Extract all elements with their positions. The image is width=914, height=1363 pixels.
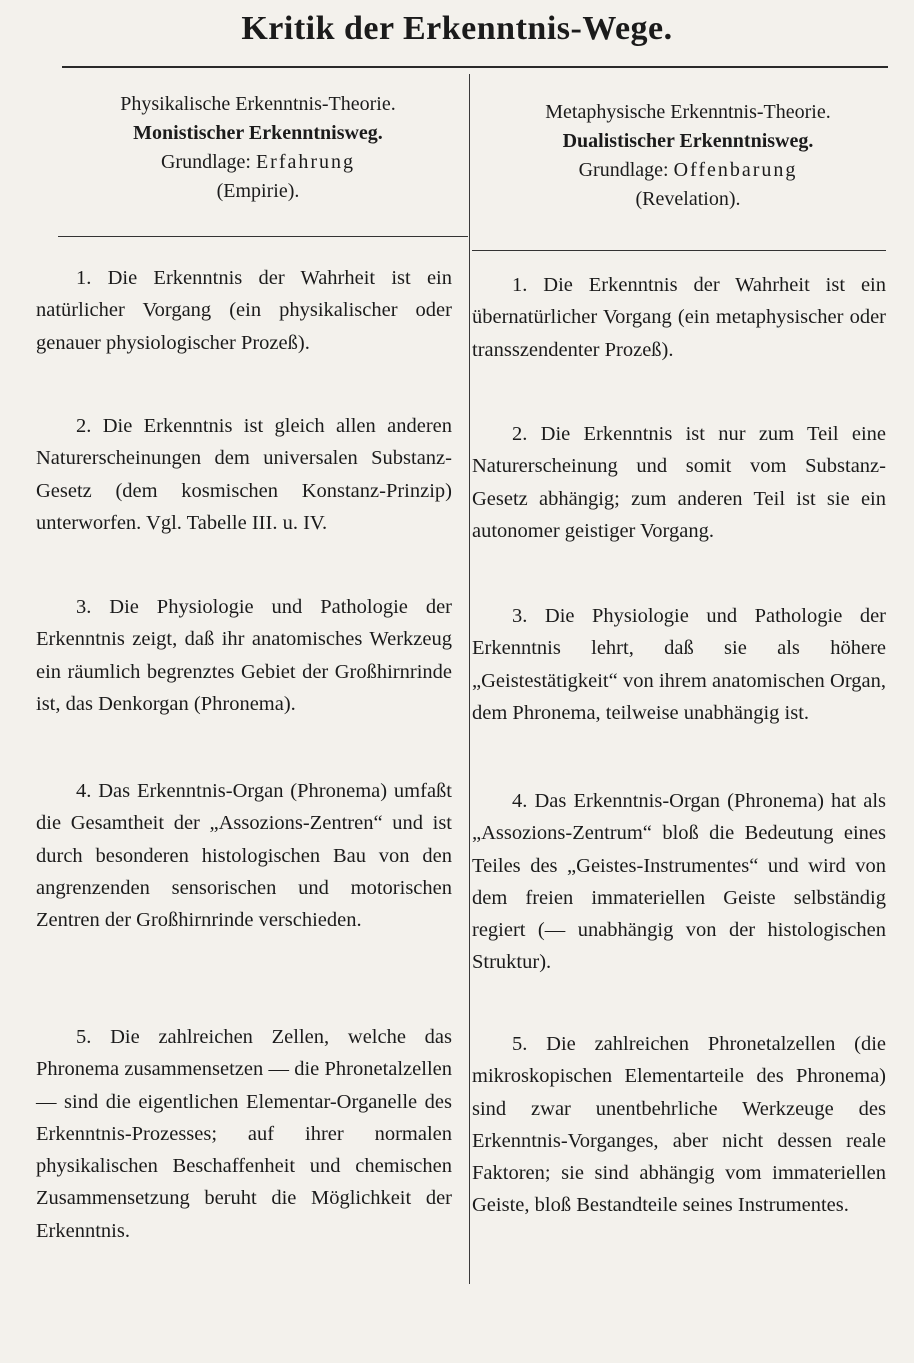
- right-basis-value: Offenbarung: [673, 159, 798, 181]
- left-item-2: [36, 410, 452, 539]
- left-header-rule: [58, 236, 468, 237]
- right-header-rule: [472, 250, 886, 251]
- right-column-header: [480, 98, 896, 214]
- right-item-1-text: 1. Die Erkenntnis der Wahrheit ist ein übernatürlicher Vorgang (ein metaphysischer oder transszendenter Prozeß).: [472, 274, 886, 361]
- left-item-1: [36, 262, 452, 359]
- left-item-4-text: 4. Das Erkenntnis-Organ (Phronema) umfaßt die Gesamtheit der „Assozions-Zentren“ und ist durch besonderen histologischen Bau von den angrenzenden sensorischen und motorischen Zentren der Großhirnrinde verschieden.: [36, 780, 452, 932]
- right-basis-note: (Revelation).: [635, 188, 741, 210]
- left-basis: [58, 148, 458, 177]
- right-basis: [480, 156, 896, 185]
- column-divider: [469, 74, 470, 1284]
- right-item-3: [472, 600, 886, 729]
- top-rule: [62, 66, 888, 68]
- left-item-5: [36, 1021, 452, 1247]
- right-item-1: [472, 269, 886, 366]
- right-basis-label: Grundlage:: [578, 159, 669, 181]
- right-item-5-text: 5. Die zahlreichen Phronetalzellen (die mikroskopischen Elementarteile des Phronema) sind zwar unentbehrliche Werkzeuge des Erkenntnis-Vorganges, aber nicht dessen reale Faktoren; sie sind abhängig vom immateriellen Geiste, bloß Bestandteile seines Instrumentes.: [472, 1033, 886, 1217]
- right-heading: Metaphysische Erkenntnis-Theorie.: [545, 101, 831, 123]
- right-item-2: [472, 418, 886, 547]
- right-item-3-text: 3. Die Physiologie und Pathologie der Erkenntnis lehrt, daß sie als höhere „Geistestätigkeit“ von ihrem anatomischen Organ, dem Phronema, teilweise unabhängig ist.: [472, 605, 886, 724]
- left-item-5-text: 5. Die zahlreichen Zellen, welche das Phronema zusammensetzen — die Phronetalzellen — sind die eigentlichen Elementar-Organelle des Erkenntnis-Prozesses; auf ihrer normalen physikalischen Beschaffenheit und chemischen Zusammensetzung beruht die Möglichkeit der Erkenntnis.: [36, 1026, 452, 1242]
- left-item-2-text: 2. Die Erkenntnis ist gleich allen anderen Naturerscheinungen dem universalen Substanz-Gesetz (dem kosmischen Konstanz-Prinzip) unterworfen. Vgl. Tabelle III. u. IV.: [36, 415, 452, 534]
- left-column-header: [58, 90, 458, 206]
- left-item-1-text: 1. Die Erkenntnis der Wahrheit ist ein natürlicher Vorgang (ein physikalischer oder genauer physiologischer Prozeß).: [36, 267, 452, 354]
- left-subheading: Monistischer Erkenntnisweg.: [133, 122, 383, 144]
- right-item-2-text: 2. Die Erkenntnis ist nur zum Teil eine Naturerscheinung und somit vom Substanz-Gesetz abhängig; zum anderen Teil ist sie ein autonomer geistiger Vorgang.: [472, 423, 886, 542]
- right-item-5: [472, 1028, 886, 1222]
- left-basis-value: Erfahrung: [255, 151, 356, 173]
- page-title: Kritik der Erkenntnis-Wege.: [241, 10, 673, 47]
- left-basis-note: (Empirie).: [216, 180, 300, 202]
- left-item-4: [36, 775, 452, 936]
- right-item-4-text: 4. Das Erkenntnis-Organ (Phronema) hat als „Assozions-Zentrum“ bloß die Bedeutung eines Teiles des „Geistes-Instrumentes“ und wird von dem freien immateriellen Geiste selbständig regiert (— unabhängig von der histologischen Struktur).: [472, 790, 886, 974]
- right-subheading: Dualistischer Erkenntnisweg.: [562, 130, 814, 152]
- left-item-3-text: 3. Die Physiologie und Pathologie der Erkenntnis zeigt, daß ihr anatomisches Werkzeug ein räumlich begrenztes Gebiet der Großhirnrinde ist, das Denkorgan (Phronema).: [36, 596, 452, 715]
- left-heading: Physikalische Erkenntnis-Theorie.: [120, 93, 396, 115]
- left-item-3: [36, 591, 452, 720]
- left-basis-label: Grundlage:: [160, 151, 251, 173]
- right-item-4: [472, 785, 886, 979]
